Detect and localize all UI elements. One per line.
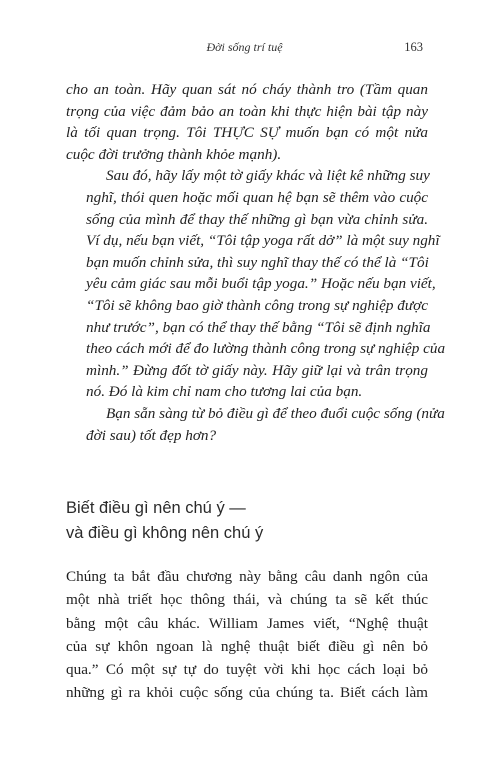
italic-exercise-text (66, 79, 446, 446)
text-line: cho an toàn. Hãy quan sát nó cháy thành tro (Tầm quan (66, 81, 428, 98)
text-line: Ví dụ, nếu bạn viết, “Tôi tập yoga rất dở” là một suy nghĩ (86, 232, 440, 250)
paragraph (66, 165, 446, 403)
text-line: cuộc đời trưởng thành khỏe mạnh). (66, 145, 282, 163)
section-heading-line: Biết điều gì nên chú ý — (66, 499, 246, 517)
text-line: theo cách mới để đo lường thành công trong sự nghiệp của (86, 340, 446, 358)
section-heading (66, 496, 428, 546)
text-line: như trước”, bạn có thể thay thế bằng “Tôi sẽ định nghĩa (86, 318, 431, 336)
text-line: Sau đó, hãy lấy một tờ giấy khác và liệt kê những suy (106, 167, 430, 185)
text-line: nó. Đó là kim chỉ nam cho tương lai của bạn. (86, 383, 363, 401)
text-line: là tối quan trọng. Tôi THỰC SỰ muốn bạn có một nửa (66, 124, 428, 142)
text-line: mình.” Đừng đốt tờ giấy này. Hãy giữ lại và trân trọng (86, 361, 428, 379)
section-heading-line: và điều gì không nên chú ý (66, 524, 264, 542)
page-number: 163 (404, 40, 423, 54)
text-line: Bạn sẵn sàng từ bỏ điều gì để theo đuổi cuộc sống (nửa (106, 404, 445, 422)
chapter-title: Đời sống trí tuệ (206, 40, 283, 54)
paragraph (66, 79, 428, 165)
text-line: yêu cảm giác sau mỗi buổi tập yoga.” Hoặc nếu bạn viết, (86, 275, 436, 293)
section-body-text (66, 565, 428, 705)
text-line: “Tôi sẽ không bao giờ thành công trong sự nghiệp được (86, 296, 428, 314)
text-line: trọng của việc đảm bảo an toàn khi thực hiện bài tập này (66, 102, 428, 120)
text-line: qua.” Có một sự tự do tuyệt vời khi học cách loại bỏ (66, 661, 428, 679)
text-line: những gì ra khỏi cuộc sống của chúng ta. Biết cách làm (66, 684, 428, 702)
text-line: sống của mình để thay thế những gì bạn vừa chỉnh sửa. (86, 210, 428, 228)
text-line: của sự khôn ngoan là nghệ thuật biết điều gì nên bỏ (66, 637, 428, 655)
text-line: bạn muốn chỉnh sửa, thì suy nghĩ thay thế có thể là “Tôi (86, 253, 429, 271)
text-line: một nhà triết học thông thái, và chúng ta sẽ kết thúc (66, 591, 428, 609)
text-line: nghĩ, thói quen hoặc mối quan hệ bạn sẽ thêm vào cuộc (86, 188, 428, 206)
text-line: Chúng ta bắt đầu chương này bằng câu danh ngôn của (66, 568, 428, 585)
running-header (66, 40, 423, 58)
paragraph (66, 403, 445, 446)
text-line: đời sau) tốt đẹp hơn? (86, 426, 217, 444)
text-line: bằng một câu khác. William James viết, “Nghệ thuật (66, 614, 428, 632)
